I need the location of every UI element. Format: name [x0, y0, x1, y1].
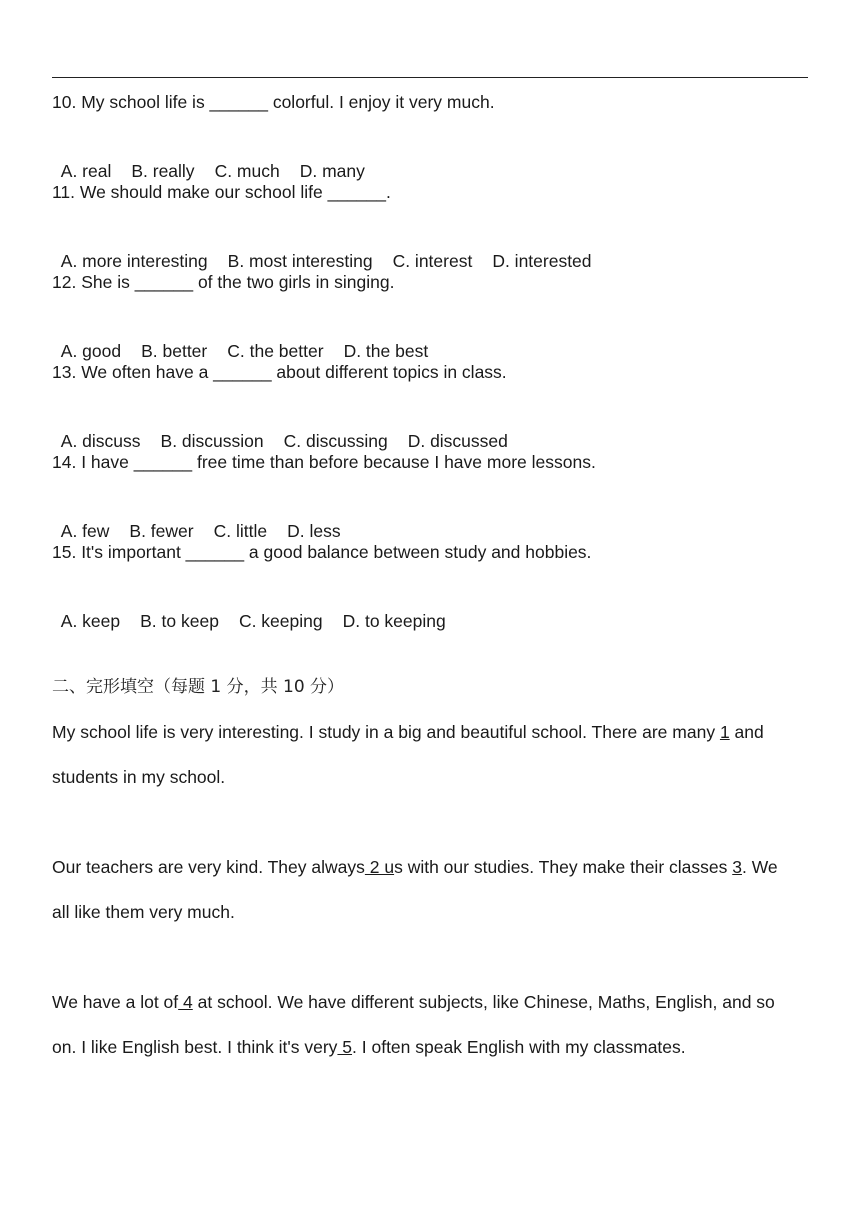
option-d[interactable]: D. many [299, 161, 365, 181]
header-rule [52, 77, 808, 78]
blank-1[interactable]: 1 [719, 722, 730, 742]
question-stem: 15. It's important ______ a good balance between study and hobbies. [52, 542, 592, 562]
blank-2[interactable]: 2 u [364, 857, 395, 877]
passage-text: Our teachers are very kind. They always [52, 857, 365, 877]
passage-text: s with our studies. They make their classes [394, 857, 733, 877]
option-b[interactable]: B. fewer [129, 521, 194, 541]
option-d[interactable]: D. interested [492, 251, 592, 271]
question-stem: 11. We should make our school life ______. [52, 182, 391, 202]
question-stem: 12. She is ______ of the two girls in singing. [52, 272, 395, 292]
option-a[interactable]: A. real [60, 161, 112, 181]
option-a[interactable]: A. few [60, 521, 110, 541]
question-stem: 13. We often have a ______ about different topics in class. [52, 362, 507, 382]
option-b[interactable]: B. to keep [140, 611, 219, 631]
passage-text: We have a lot of [52, 992, 179, 1012]
passage-line [52, 855, 778, 879]
option-c[interactable]: C. interest [392, 251, 473, 271]
section-heading: 二、完形填空（每题 1 分，共 10 分） [52, 677, 345, 697]
question-options [52, 225, 592, 273]
option-c[interactable]: C. much [214, 161, 280, 181]
passage-text: and [729, 722, 764, 742]
question-options [52, 405, 508, 453]
option-a[interactable]: A. keep [60, 611, 121, 631]
blank-5[interactable]: 5 [337, 1037, 353, 1057]
question-stem: 10. My school life is ______ colorful. I enjoy it very much. [52, 92, 495, 112]
passage-text: at school. We have different subjects, like Chinese, Maths, English, and so [192, 992, 775, 1012]
option-c[interactable]: C. discussing [283, 431, 388, 451]
option-d[interactable]: D. to keeping [342, 611, 446, 631]
option-d[interactable]: D. less [287, 521, 341, 541]
option-b[interactable]: B. discussion [160, 431, 264, 451]
passage-text: . I often speak English with my classmates. [352, 1037, 686, 1057]
passage-line [52, 720, 764, 744]
option-a[interactable]: A. more interesting [60, 251, 208, 271]
passage-text: . We [741, 857, 778, 877]
option-b[interactable]: B. most interesting [227, 251, 373, 271]
question-options [52, 495, 341, 543]
passage-line: students in my school. [52, 767, 226, 787]
blank-4[interactable]: 4 [178, 992, 193, 1012]
option-c[interactable]: C. little [213, 521, 268, 541]
option-d[interactable]: D. the best [343, 341, 429, 361]
question-options [52, 315, 428, 363]
question-options [52, 135, 365, 183]
passage-line: all like them very much. [52, 902, 235, 922]
passage-text: on. I like English best. I think it's very [52, 1037, 338, 1057]
question-options [52, 585, 446, 633]
option-a[interactable]: A. discuss [60, 431, 141, 451]
passage-line [52, 990, 775, 1014]
passage-line [52, 1035, 686, 1059]
blank-3[interactable]: 3 [732, 857, 742, 877]
option-a[interactable]: A. good [60, 341, 122, 361]
option-c[interactable]: C. keeping [238, 611, 323, 631]
option-b[interactable]: B. better [141, 341, 208, 361]
option-b[interactable]: B. really [131, 161, 195, 181]
question-stem: 14. I have ______ free time than before because I have more lessons. [52, 452, 596, 472]
passage-text: My school life is very interesting. I study in a big and beautiful school. There are many [52, 722, 720, 742]
option-d[interactable]: D. discussed [407, 431, 508, 451]
option-c[interactable]: C. the better [227, 341, 324, 361]
